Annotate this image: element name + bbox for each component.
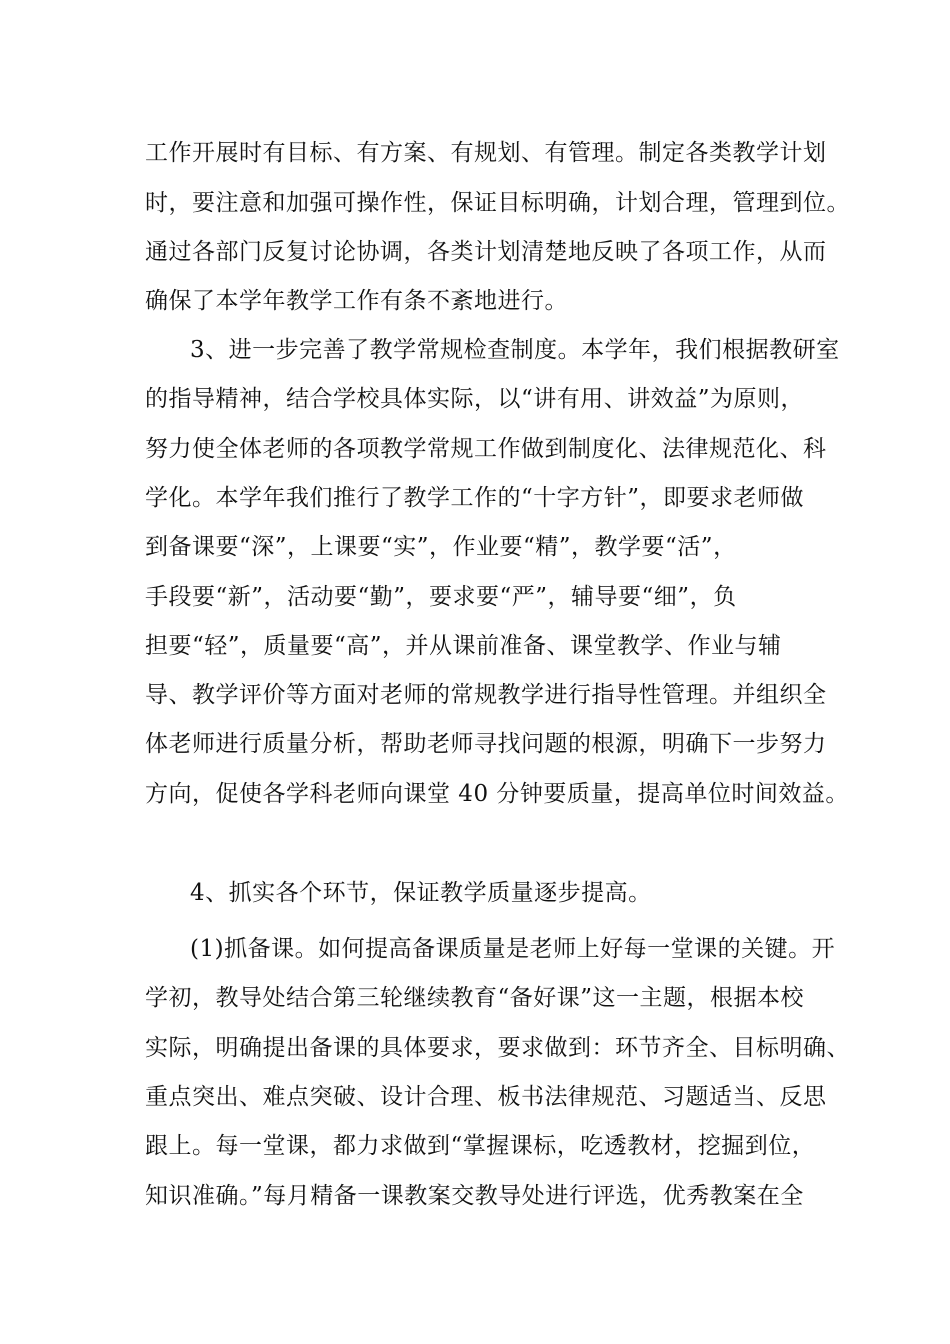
paragraph-3-line-1: 4、抓实各个环节，保证教学质量逐步提高。 bbox=[190, 880, 652, 906]
paragraph-1-line-1: 工作开展时有目标、有方案、有规划、有管理。制定各类教学计划 bbox=[145, 140, 827, 166]
paragraph-4-line-3: 实际，明确提出备课的具体要求，要求做到：环节齐全、目标明确、 bbox=[145, 1035, 850, 1061]
paragraph-2-line-8: 导、教学评价等方面对老师的常规教学进行指导性管理。并组织全 bbox=[145, 682, 827, 708]
paragraph-4-line-1: (1)抓备课。如何提高备课质量是老师上好每一堂课的关键。开 bbox=[190, 936, 836, 962]
paragraph-2-line-5: 到备课要“深”，上课要“实”，作业要“精”，教学要“活”， bbox=[145, 534, 737, 560]
paragraph-4-line-2: 学初，教导处结合第三轮继续教育“备好课”这一主题，根据本校 bbox=[145, 985, 805, 1011]
paragraph-4-line-4: 重点突出、难点突破、设计合理、板书法律规范、习题适当、反思 bbox=[145, 1084, 827, 1110]
paragraph-2-line-4: 学化。本学年我们推行了教学工作的“十字方针”，即要求老师做 bbox=[145, 485, 805, 511]
paragraph-2-line-1: 3、进一步完善了教学常规检查制度。本学年，我们根据教研室 bbox=[190, 337, 840, 363]
paragraph-2-line-10: 方向，促使各学科老师向课堂 40 分钟要质量，提高单位时间效益。 bbox=[145, 781, 849, 807]
paragraph-4-line-6: 知识准确。”每月精备一课教案交教导处进行评选，优秀教案在全 bbox=[145, 1183, 804, 1209]
paragraph-2-line-9: 体老师进行质量分析，帮助老师寻找问题的根源，明确下一步努力 bbox=[145, 731, 827, 757]
paragraph-4-line-5: 跟上。每一堂课，都力求做到“掌握课标，吃透教材，挖掘到位， bbox=[145, 1133, 816, 1159]
paragraph-2-line-7: 担要“轻”，质量要“高”，并从课前准备、课堂教学、作业与辅 bbox=[145, 633, 782, 659]
paragraph-2-line-3: 努力使全体老师的各项教学常规工作做到制度化、法律规范化、科 bbox=[145, 436, 827, 462]
paragraph-1-line-4: 确保了本学年教学工作有条不紊地进行。 bbox=[145, 288, 568, 314]
paragraph-2-line-2: 的指导精神，结合学校具体实际，以“讲有用、讲效益”为原则， bbox=[145, 386, 805, 412]
paragraph-1-line-3: 通过各部门反复讨论协调，各类计划清楚地反映了各项工作，从而 bbox=[145, 239, 827, 265]
paragraph-1-line-2: 时，要注意和加强可操作性，保证目标明确，计划合理，管理到位。 bbox=[145, 190, 850, 216]
paragraph-2-line-6: 手段要“新”，活动要“勤”，要求要“严”，辅导要“细”，负 bbox=[145, 584, 737, 610]
